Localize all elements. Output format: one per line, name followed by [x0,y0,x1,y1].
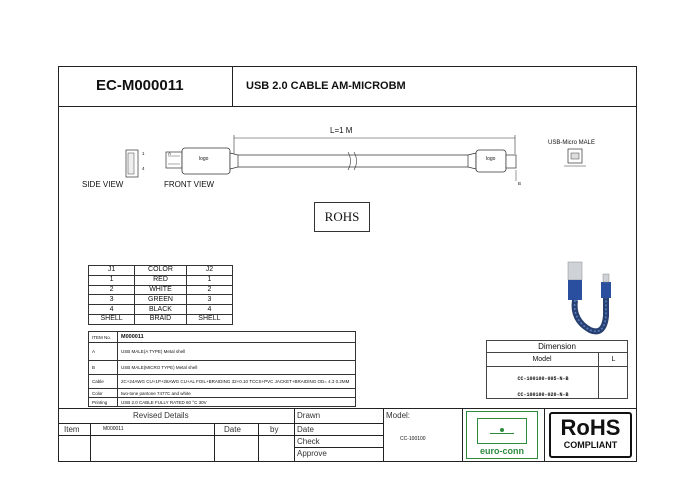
spec-value: USB 2.0 CABLE FULLY RATED 60 °C 30V [118,398,356,407]
model-label: Model: [386,411,411,420]
by-label: by [270,425,279,434]
side-pin-bottom: 4 [142,166,145,171]
drawn-label: Drawn [297,411,321,420]
titleblock-col-item [90,423,91,462]
item-label: Item [64,425,80,434]
pin-table-header [89,266,233,276]
pin-cell: WHITE [135,285,187,295]
table-row [89,389,356,398]
micro-b-housing [601,282,611,298]
pin-header-color: COLOR [135,266,187,276]
spec-value: M000011 [118,332,356,343]
table-row [89,361,356,375]
table-row [89,375,356,389]
approve-label: Approve [297,449,327,458]
spec-value: USB MALE(A TYPE) Metal shell [118,343,356,361]
rohs-main-text: RoHS [560,415,621,440]
logo-dot [500,428,504,432]
part-number: EC-M000011 [96,77,184,94]
pin-cell: BLACK [135,305,187,315]
pin-cell: 2 [186,285,232,295]
table-row [89,314,233,324]
spec-table [88,331,356,407]
rohs-sub-text: COMPLIANT [563,440,618,450]
pin-cell: GREEN [135,295,187,305]
titleblock-col-rohs [544,408,545,462]
spec-label: B [89,361,118,375]
table-row [89,398,356,407]
spec-label: A [89,343,118,361]
item-value: M000011 [103,426,124,432]
side-pin-top: 1 [142,151,145,156]
titleblock-col-by [258,423,259,462]
pin-cell: RED [135,275,187,285]
side-view-label: SIDE VIEW [82,180,124,189]
pin-cell: SHELL [89,314,135,324]
pin-cell: 4 [89,305,135,315]
header-split [232,66,233,106]
pin-table [88,265,233,325]
pin-cell: 4 [186,305,232,315]
front-view-label: FRONT VIEW [164,180,215,189]
titleblock-col-brand [462,408,463,462]
braided-cable [575,298,606,331]
table-row [89,295,233,305]
usb-a-housing [568,280,582,300]
cable-drawing [58,106,637,206]
revised-details-label: Revised Details [133,411,189,420]
strain-relief-left [230,153,238,169]
model-value: CC-100100 [400,436,426,442]
dimension-header-l: L [599,353,628,367]
pin-header-j1: J1 [89,266,135,276]
table-row [89,305,233,315]
cable-product-photo [560,258,632,338]
titleblock-row2 [58,435,383,436]
logo-dash [490,433,514,434]
spec-label: Color [89,389,118,398]
date2-label: Date [297,425,314,434]
pin-cell: SHELL [186,314,232,324]
logo-mark [477,418,527,444]
spec-label: Printing [89,398,118,407]
check-label: Check [297,437,320,446]
pin-header-j2: J2 [186,266,232,276]
table-row [89,275,233,285]
pin-cell: BRAID [135,314,187,324]
spec-value: two-tone pantone 7477C and white [118,389,356,398]
titleblock-top [58,408,637,409]
pin-cell: 3 [89,295,135,305]
euro-conn-logo [466,411,538,459]
end-a-label: A [168,151,172,156]
spec-value: 2C+24AWG CU+1P+28AWG CU+AL FOIL+BRAIDING 32+0.10 TCCS+PVC JACKET+BRAIDING OD= 4.3 0.2MM [118,375,356,389]
dimension-model-1: CC-100100-005-N-B [517,376,569,382]
pin-cell: 3 [186,295,232,305]
pin-cell: 2 [89,285,135,295]
rohs-compliant-badge [549,412,632,458]
dimension-header-model: Model [486,353,598,367]
table-row [89,332,356,343]
table-row [89,343,356,361]
titleblock-row3 [294,447,383,448]
strain-relief-right [468,153,476,169]
end-b-label: B [518,181,522,186]
date-label: Date [224,425,241,434]
rohs-box: ROHS [314,202,370,232]
pin-cell: 1 [186,275,232,285]
dimension-title: Dimension [486,340,628,353]
micro-b-metal-shell [603,274,609,282]
titleblock-col-drawn [294,408,295,462]
pin-cell: 1 [89,275,135,285]
spec-label: Cable [89,375,118,389]
logo-right: logo [486,156,496,162]
spec-label: ITEM No. [89,332,118,343]
length-label: L=1 M [330,126,353,135]
titleblock-col-model [383,408,384,462]
dimension-model-2: CC-100100-020-N-B [517,392,569,398]
table-row [89,285,233,295]
brand-name: euro-conn [480,446,524,456]
usb-micro-label: USB-Micro MALE [548,140,596,146]
logo-left: logo [199,156,209,162]
micro-b-plug [506,155,516,168]
titleblock-col-date [214,423,215,462]
titleblock-row1 [58,423,383,424]
spec-value: USB MALE(MICRO TYPE) Metal shell [118,361,356,375]
page-title: USB 2.0 CABLE AM-MICROBM [246,80,406,92]
usb-a-metal-shell [568,262,582,280]
side-view-inner [128,153,134,174]
